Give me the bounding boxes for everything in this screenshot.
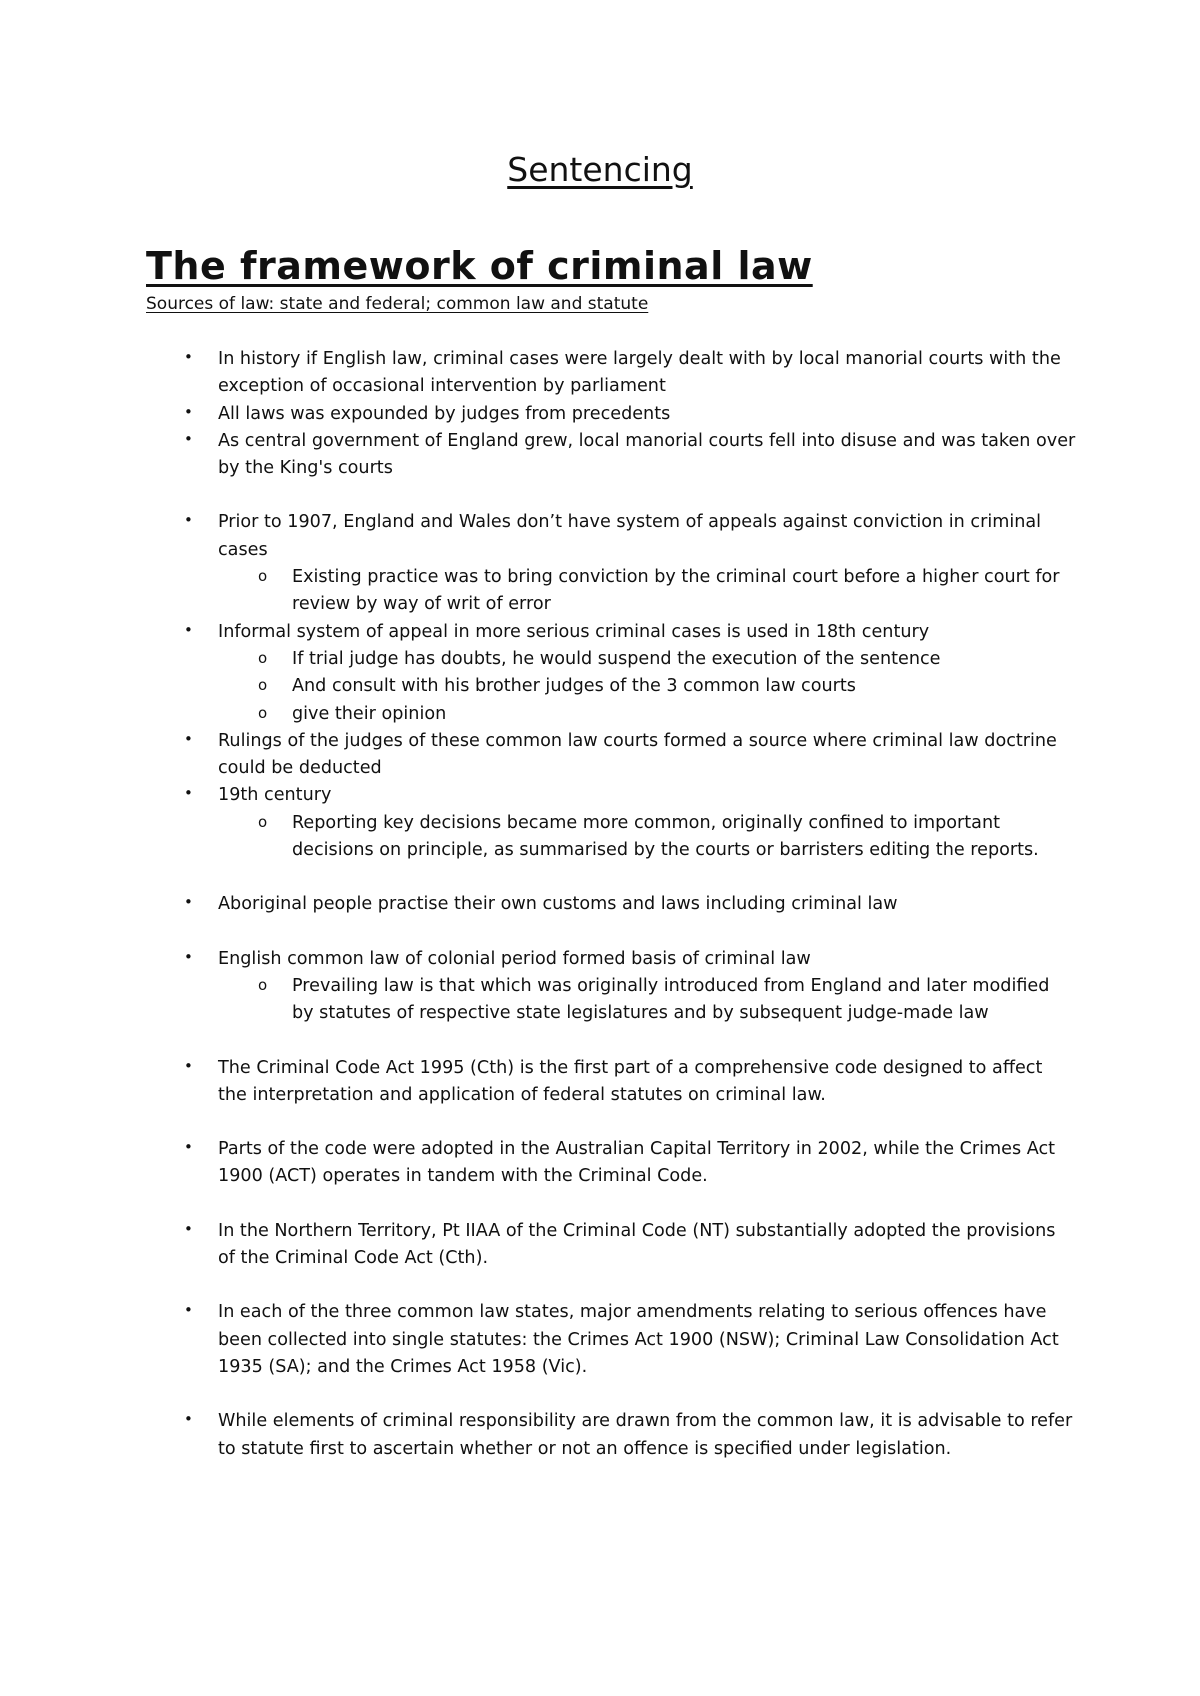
list-item (146, 1299, 1076, 1381)
sub-list-item-text: Existing practice was to bring conviction by the criminal court before a higher court for review by way of writ of error (292, 567, 1060, 615)
list-item-text: While elements of criminal responsibility are drawn from the common law, it is advisable to refer to statute first to ascertain whether or not an offence is specified under legislation. (218, 1411, 1073, 1459)
sub-bullet-icon: o (258, 975, 268, 994)
sub-list (218, 810, 1076, 865)
list-item (146, 346, 1076, 401)
bullet-icon: • (184, 729, 193, 748)
list-item (146, 401, 1076, 428)
sub-list-item (218, 701, 1076, 728)
sub-list-item (218, 973, 1076, 1028)
list-item (146, 728, 1076, 783)
sub-bullet-icon: o (258, 567, 268, 586)
list-item (146, 782, 1076, 864)
list-item-text: In the Northern Territory, Pt IIAA of the Criminal Code (NT) substantially adopted the provisions of the Criminal Code Act (Cth). (218, 1220, 1056, 1269)
list-item-text: The Criminal Code Act 1995 (Cth) is the first part of a comprehensive code designed to affect the interpretation and application of federal statutes on criminal law. (218, 1057, 1043, 1105)
list-item (146, 946, 1076, 1028)
list-item-text: As central government of England grew, local manorial courts fell into disuse and was taken over by the King's courts (218, 430, 1076, 479)
bullet-icon: • (184, 402, 193, 421)
bullet-icon: • (184, 620, 193, 639)
list-item-text: All laws was expounded by judges from precedents (218, 403, 671, 424)
list-item-text: Informal system of appeal in more serious criminal cases is used in 18th century (218, 621, 930, 642)
sub-list-item (218, 564, 1076, 619)
sub-list-item-text: Prevailing law is that which was originally introduced from England and later modified by statutes of respective state legislatures and by subsequent judge-made law (292, 975, 1050, 1024)
bullet-icon: • (184, 1219, 193, 1238)
bullet-icon: • (184, 429, 193, 448)
sub-list (218, 564, 1076, 619)
bullet-icon: • (184, 1138, 193, 1157)
list-item-text: Aboriginal people practise their own customs and laws including criminal law (218, 894, 898, 915)
list-item-text: 19th century (218, 785, 332, 806)
sub-bullet-icon: o (258, 676, 268, 695)
sub-list-item (218, 646, 1076, 673)
list-item (146, 428, 1076, 483)
page-title: Sentencing (507, 150, 693, 189)
sub-list-item-text: Reporting key decisions became more common, originally confined to important decisions on principle, as summarised by the courts or barristers editing the reports. (292, 812, 1039, 861)
sub-list-item (218, 673, 1076, 700)
list-item-text: Parts of the code were adopted in the Australian Capital Territory in 2002, while the Crimes Act 1900 (ACT) operates in tandem with the Criminal Code. (218, 1139, 1056, 1187)
list-item (146, 1408, 1076, 1463)
section-subheading: Sources of law: state and federal; common law and statute (146, 294, 649, 314)
list-item (146, 1218, 1076, 1273)
list-item (146, 619, 1076, 728)
section-heading: The framework of criminal law (146, 244, 813, 288)
list-item-text: Prior to 1907, England and Wales don’t have system of appeals against conviction in criminal cases (218, 512, 1042, 560)
bullet-icon: • (184, 1056, 193, 1075)
sub-bullet-icon: o (258, 648, 268, 667)
sub-list (218, 646, 1076, 728)
list-item (146, 509, 1076, 618)
list-item (146, 1136, 1076, 1191)
sub-bullet-icon: o (258, 812, 268, 831)
sub-list-item-text: If trial judge has doubts, he would suspend the execution of the sentence (292, 648, 941, 669)
sub-list (218, 973, 1076, 1028)
bullet-icon: • (184, 1301, 193, 1320)
bullet-icon: • (184, 947, 193, 966)
bullet-icon: • (184, 784, 193, 803)
list-item (146, 891, 1076, 918)
list-item (146, 1055, 1076, 1110)
bullet-icon: • (184, 893, 193, 912)
list-item-text: In each of the three common law states, major amendments relating to serious offences have been collected into single statutes: the Crimes Act 1900 (NSW); Criminal Law Consolidation Act 1935 (SA); and the Crimes Act 1958 (Vic). (218, 1302, 1059, 1377)
bullet-icon: • (184, 348, 193, 366)
sub-list-item (218, 810, 1076, 865)
list-item-text: English common law of colonial period formed basis of criminal law (218, 948, 811, 969)
sub-list-item-text: And consult with his brother judges of the 3 common law courts (292, 676, 856, 697)
list-item-text: Rulings of the judges of these common law courts formed a source where criminal law doctrine could be deducted (218, 730, 1057, 779)
list-item-text: In history if English law, criminal cases were largely dealt with by local manorial courts with the exception of occasional intervention by parliament (218, 349, 1061, 397)
sub-bullet-icon: o (258, 703, 268, 722)
bullet-list (146, 346, 1076, 1463)
sub-list-item-text: give their opinion (292, 703, 447, 724)
bullet-icon: • (184, 1410, 193, 1429)
bullet-icon: • (184, 511, 193, 530)
